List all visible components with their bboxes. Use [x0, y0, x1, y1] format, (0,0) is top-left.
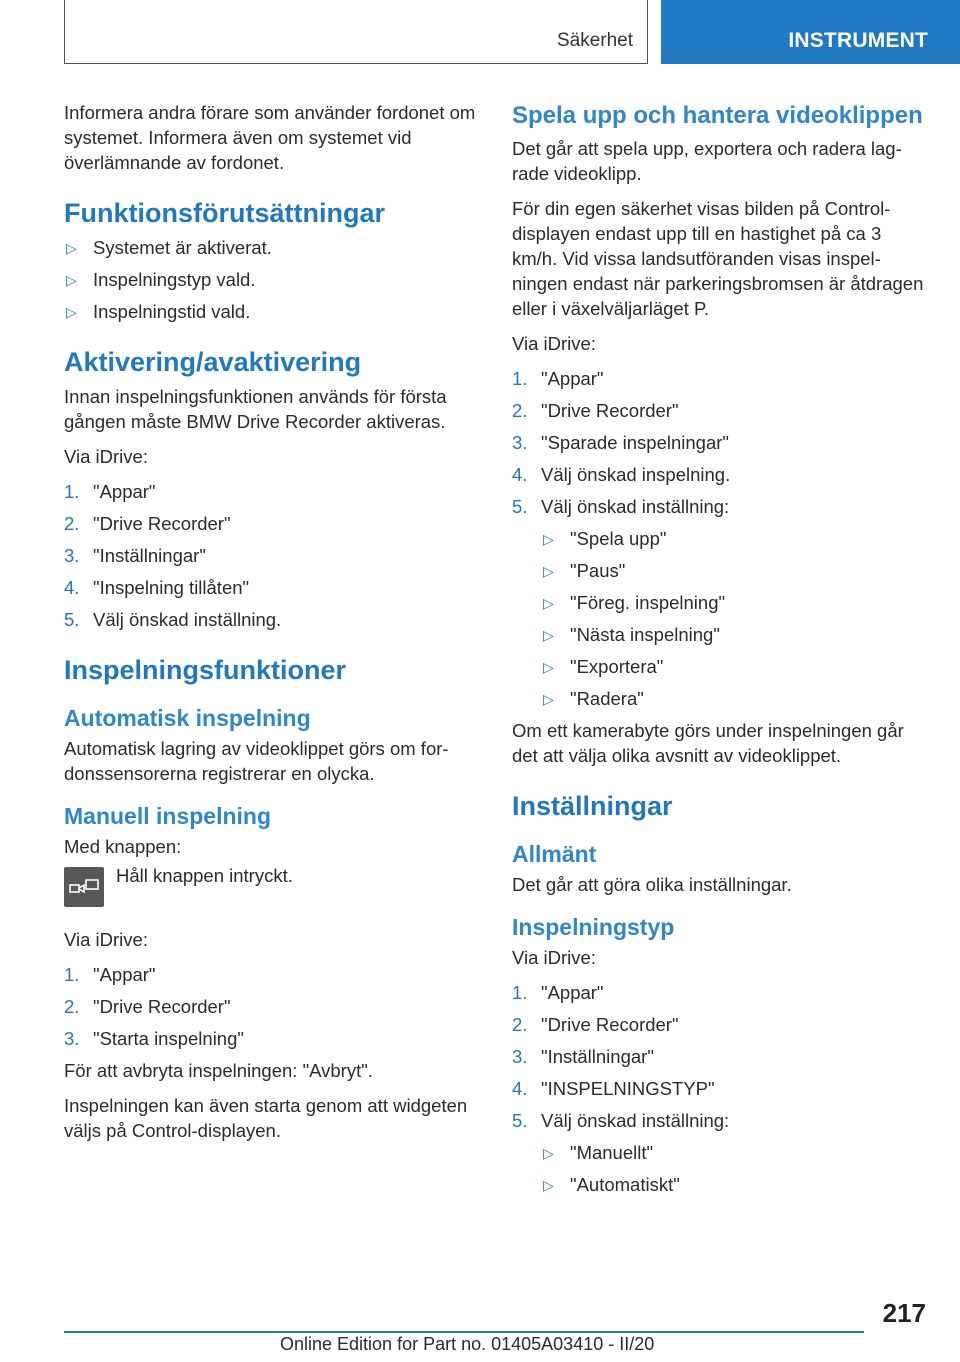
list-item: ▷ "Föreg. inspelning"	[541, 590, 927, 615]
triangle-bullet-icon: ▷	[543, 563, 554, 579]
list-item: 5. Välj önskad inställning.	[64, 609, 282, 630]
list-item: 1. "Appar"	[512, 368, 604, 389]
record-button-icon	[64, 867, 104, 907]
heading-general: Allmänt	[512, 841, 597, 867]
list-item: ▷ "Nästa inspelning"	[541, 622, 927, 647]
automatic-recording-paragraph: Automatisk lagring av videoklippet görs om fordonssensorerna registrerar en olycka.	[64, 738, 449, 784]
list-item: 4. "INSPELNINGSTYP"	[512, 1078, 715, 1099]
playback-options-list	[541, 526, 927, 711]
record-button-row	[64, 863, 484, 919]
heading-playback: Spela upp och hantera videoklippen	[512, 102, 923, 129]
prerequisites-list	[64, 235, 484, 324]
recording-type-options-list	[541, 1140, 927, 1197]
heading-settings: Inställningar	[512, 791, 673, 821]
general-paragraph: Det går att göra olika inställningar.	[512, 874, 792, 895]
playback-paragraph-1: Det går att spela upp, exportera och radera lagrade videoklipp.	[512, 138, 902, 184]
playback-steps	[512, 366, 927, 519]
manual-recording-steps	[64, 962, 484, 1051]
heading-recording-functions: Inspelningsfunktioner	[64, 655, 347, 685]
list-item: ▷ "Paus"	[541, 558, 927, 583]
header-chapter-title: INSTRUMENT	[788, 29, 928, 52]
triangle-bullet-icon: ▷	[543, 659, 554, 675]
list-item: 3. "Sparade inspelningar"	[512, 432, 729, 453]
page-number: 217	[882, 1298, 926, 1328]
list-item: 1. "Appar"	[512, 982, 604, 1003]
footer-divider	[64, 1331, 864, 1333]
list-item: ▷ Inspelningstyp vald.	[64, 267, 484, 292]
right-column	[512, 100, 927, 1204]
hold-button-text: Håll knappen intryckt.	[116, 865, 293, 886]
heading-activation: Aktivering/avaktivering	[64, 347, 362, 377]
triangle-bullet-icon: ▷	[66, 272, 77, 288]
heading-recording-type: Inspelningstyp	[512, 914, 675, 940]
activation-steps	[64, 479, 484, 632]
triangle-bullet-icon: ▷	[543, 691, 554, 707]
via-idrive-label: Via iDrive:	[64, 446, 148, 467]
list-item: 1. "Appar"	[64, 481, 156, 502]
via-idrive-label: Via iDrive:	[64, 929, 148, 950]
list-item: 3. "Starta inspelning"	[64, 1028, 244, 1049]
triangle-bullet-icon: ▷	[66, 240, 77, 256]
list-item: 3. "Inställningar"	[512, 1046, 654, 1067]
list-item: 2. "Drive Recorder"	[64, 996, 231, 1017]
list-item: ▷ "Manuellt"	[541, 1140, 927, 1165]
triangle-bullet-icon: ▷	[543, 1145, 554, 1161]
activation-paragraph: Innan inspelningsfunktionen används för första gången måste BMW Drive Recorder aktiveras.	[64, 386, 447, 432]
triangle-bullet-icon: ▷	[543, 1177, 554, 1193]
list-item: ▷ "Spela upp"	[541, 526, 927, 551]
widget-paragraph: Inspelningen kan även starta genom att widgeten väljs på Control-displayen.	[64, 1095, 468, 1141]
list-item: ▷ "Automatiskt"	[541, 1172, 927, 1197]
intro-paragraph: Informera andra förare som använder fordonet om systemet. Informera även om systemet vid överlämnande av fordonet.	[64, 102, 476, 173]
list-item: ▷ Systemet är aktiverat.	[64, 235, 484, 260]
header-chapter-tab	[661, 0, 960, 64]
via-idrive-label: Via iDrive:	[512, 333, 596, 354]
list-item: 3. "Inställningar"	[64, 545, 206, 566]
list-item: 4. "Inspelning tillåten"	[64, 577, 250, 598]
playback-paragraph-2: För din egen säkerhet visas bilden på Control-displayen endast upp till en hastighet på ca 3 km/h. Vid vissa landsutföranden visas inspelningen endast när parkeringsbromsen är åtdragen eller i växelväljarläget P.	[512, 198, 924, 319]
heading-automatic-recording: Automatisk inspelning	[64, 705, 311, 731]
heading-manual-recording: Manuell inspelning	[64, 803, 272, 829]
list-item: 1. "Appar"	[64, 964, 156, 985]
triangle-bullet-icon: ▷	[543, 595, 554, 611]
list-item: 5. Välj önskad inställning:	[512, 1110, 730, 1131]
list-item: ▷ "Exportera"	[541, 654, 927, 679]
camera-change-paragraph: Om ett kamerabyte görs under inspelningen går det att välja olika avsnitt av videoklippet.	[512, 720, 904, 766]
header-section-box	[64, 0, 648, 64]
list-item: 5. Välj önskad inställning:	[512, 496, 730, 517]
left-column	[64, 100, 484, 1153]
list-item: ▷ Inspelningstid vald.	[64, 299, 484, 324]
recording-type-steps	[512, 980, 927, 1133]
list-item: 2. "Drive Recorder"	[64, 513, 231, 534]
heading-prerequisites: Funktionsförutsättningar	[64, 198, 385, 228]
list-item: ▷ "Radera"	[541, 686, 927, 711]
cancel-paragraph: För att avbryta inspelningen: "Avbryt".	[64, 1060, 373, 1081]
via-idrive-label: Via iDrive:	[512, 947, 596, 968]
list-item: 4. Välj önskad inspelning.	[512, 464, 731, 485]
triangle-bullet-icon: ▷	[543, 531, 554, 547]
list-item: 2. "Drive Recorder"	[512, 400, 679, 421]
triangle-bullet-icon: ▷	[543, 627, 554, 643]
footer-edition: Online Edition for Part no. 01405A03410 - II/20	[280, 1334, 655, 1354]
with-button-label: Med knappen:	[64, 836, 182, 857]
header-section-title: Säkerhet	[556, 30, 633, 51]
triangle-bullet-icon: ▷	[66, 304, 77, 320]
list-item: 2. "Drive Recorder"	[512, 1014, 679, 1035]
